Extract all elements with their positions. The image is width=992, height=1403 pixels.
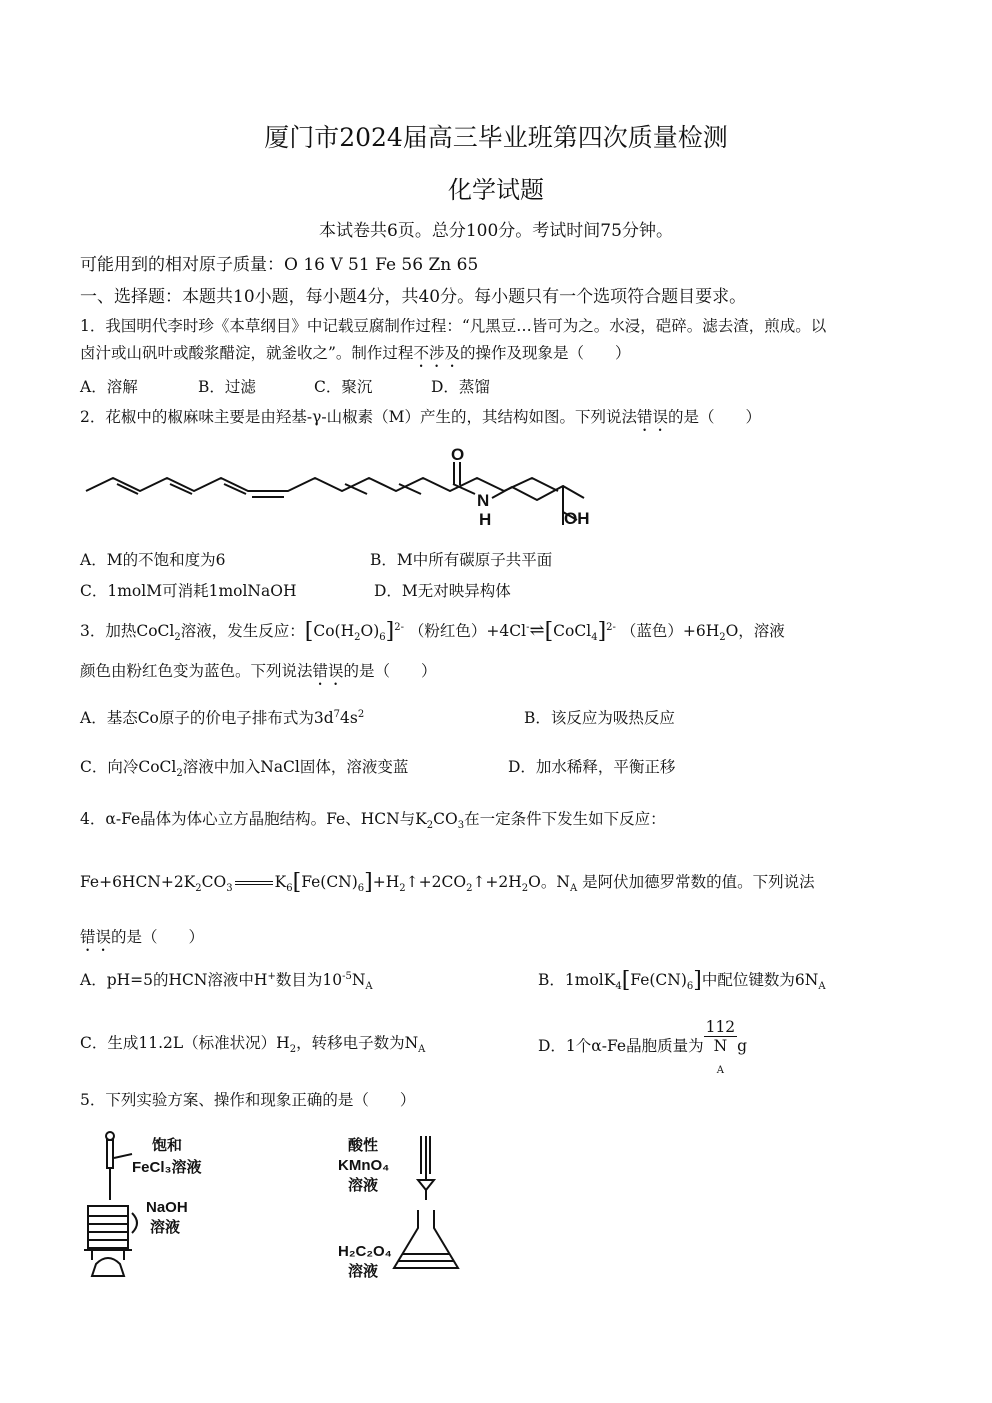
- svg-text:溶液: 溶液: [348, 1177, 379, 1194]
- q1-option-d: D．蒸馏: [431, 378, 490, 396]
- svg-text:酸性: 酸性: [348, 1137, 379, 1154]
- q2-structure-diagram: [82, 440, 622, 540]
- q4-option-b: B．$1molK_4[Fe(CN)_6]$中配位键数为$6N_A$: [538, 968, 826, 993]
- q2-label-hydrogen: H: [479, 510, 492, 529]
- q4-option-a: A．pH=5的HCN溶液中H+数目为$10^{-5}N_A$: [80, 970, 373, 993]
- q3-option-b: B．该反应为吸热反应: [524, 709, 675, 727]
- svg-text:饱和: 饱和: [152, 1137, 183, 1154]
- q2-stem: 2．花椒中的椒麻味主要是由羟基-γ-山椒素（M）产生的，其结构如图。下列说法错误的是（ ）: [80, 408, 762, 426]
- q4-stem-line3: 错误的是（ ）: [80, 928, 205, 946]
- q4-option-c: C．生成11.2L（标准状况）$H_2$，转移电子数为$N_A$: [80, 1034, 426, 1056]
- page-subtitle: 化学试题: [448, 176, 544, 204]
- svg-text:FeCl₃溶液: FeCl₃溶液: [132, 1159, 202, 1176]
- q2-option-a: A．M的不饱和度为6: [80, 551, 226, 569]
- q4-stem-line1: 4．α-Fe晶体为体心立方晶胞结构。Fe、HCN与$K_2CO_3$在一定条件下发生如下反应：: [80, 810, 666, 832]
- q5-apparatus-1: [80, 1128, 230, 1283]
- q1-option-a: A．溶解: [80, 378, 138, 396]
- q1-option-b: B．过滤: [198, 378, 256, 396]
- q1-stem-line2: 卤汁或山矾叶或酸浆醋淀，就釜收之”。制作过程不涉及的操作及现象是（ ）: [80, 344, 631, 362]
- q4-option-d: D．1个α-Fe晶胞质量为 112 N $_A$ g: [538, 1018, 748, 1077]
- q2-label-hydroxyl: OH: [564, 509, 590, 528]
- svg-text:KMnO₄: KMnO₄: [338, 1157, 390, 1174]
- section-heading: 一、选择题：本题共10小题，每小题4分，共40分。每小题只有一个选项符合题目要求。: [80, 287, 747, 307]
- q3-option-c: C．向冷CoCl$_2$溶液中加入NaCl固体，溶液变蓝: [80, 758, 409, 780]
- q1-option-c: C．聚沉: [314, 378, 373, 396]
- exam-info: 本试卷共6页。总分100分。考试时间75分钟。: [319, 221, 673, 241]
- q2-label-nitrogen: N: [477, 491, 490, 510]
- q1-stem-line1: 1．我国明代李时珍《本草纲目》中记载豆腐制作过程：“凡黑豆…皆可为之。水浸，硙碎。滤去渣，煎成。以: [80, 317, 827, 335]
- q3-stem-line1: 3．加热CoCl$_2$溶液，发生反应：$[Co(H_2O)_6]^{2-}$ （粉红色）+4Cl-⇌[CoCl$_4$]$^{2-}$ （蓝色）$+6H_2O$，溶液: [80, 619, 785, 644]
- q4-fraction: 112 N $_A$: [705, 1018, 736, 1077]
- q4-equation: $Fe+6HCN+2K_2CO_3$ $K_6[Fe(CN)_6]+H_2↑+2CO_2↑+2H_2O$。$N_A$ 是阿伏加德罗常数的值。下列说法: [80, 870, 815, 895]
- q3-option-d: D．加水稀释，平衡正移: [508, 758, 676, 776]
- q2-label-oxygen: O: [451, 445, 465, 464]
- q2-option-c: C．1molM可消耗1molNaOH: [80, 582, 297, 600]
- q5-stem: 5．下列实验方案、操作和现象正确的是（ ）: [80, 1091, 416, 1109]
- q3-option-a: A．基态Co原子的价电子排布式为$3d^74s^2$: [80, 708, 365, 727]
- page-title: 厦门市2024届高三毕业班第四次质量检测: [264, 123, 728, 152]
- q5-apparatus-2: [334, 1128, 474, 1283]
- svg-text:溶液: 溶液: [150, 1219, 181, 1236]
- atomic-masses: 可能用到的相对原子质量：O 16 V 51 Fe 56 Zn 65: [80, 255, 479, 275]
- q2-option-b: B．M中所有碳原子共平面: [370, 551, 553, 569]
- svg-text:H₂C₂O₄: H₂C₂O₄: [338, 1243, 392, 1260]
- q2-option-d: D．M无对映异构体: [374, 582, 511, 600]
- svg-text:溶液: 溶液: [348, 1263, 379, 1280]
- q3-stem-line2: 颜色由粉红色变为蓝色。下列说法错误的是（ ）: [80, 662, 437, 680]
- svg-text:NaOH: NaOH: [146, 1199, 188, 1216]
